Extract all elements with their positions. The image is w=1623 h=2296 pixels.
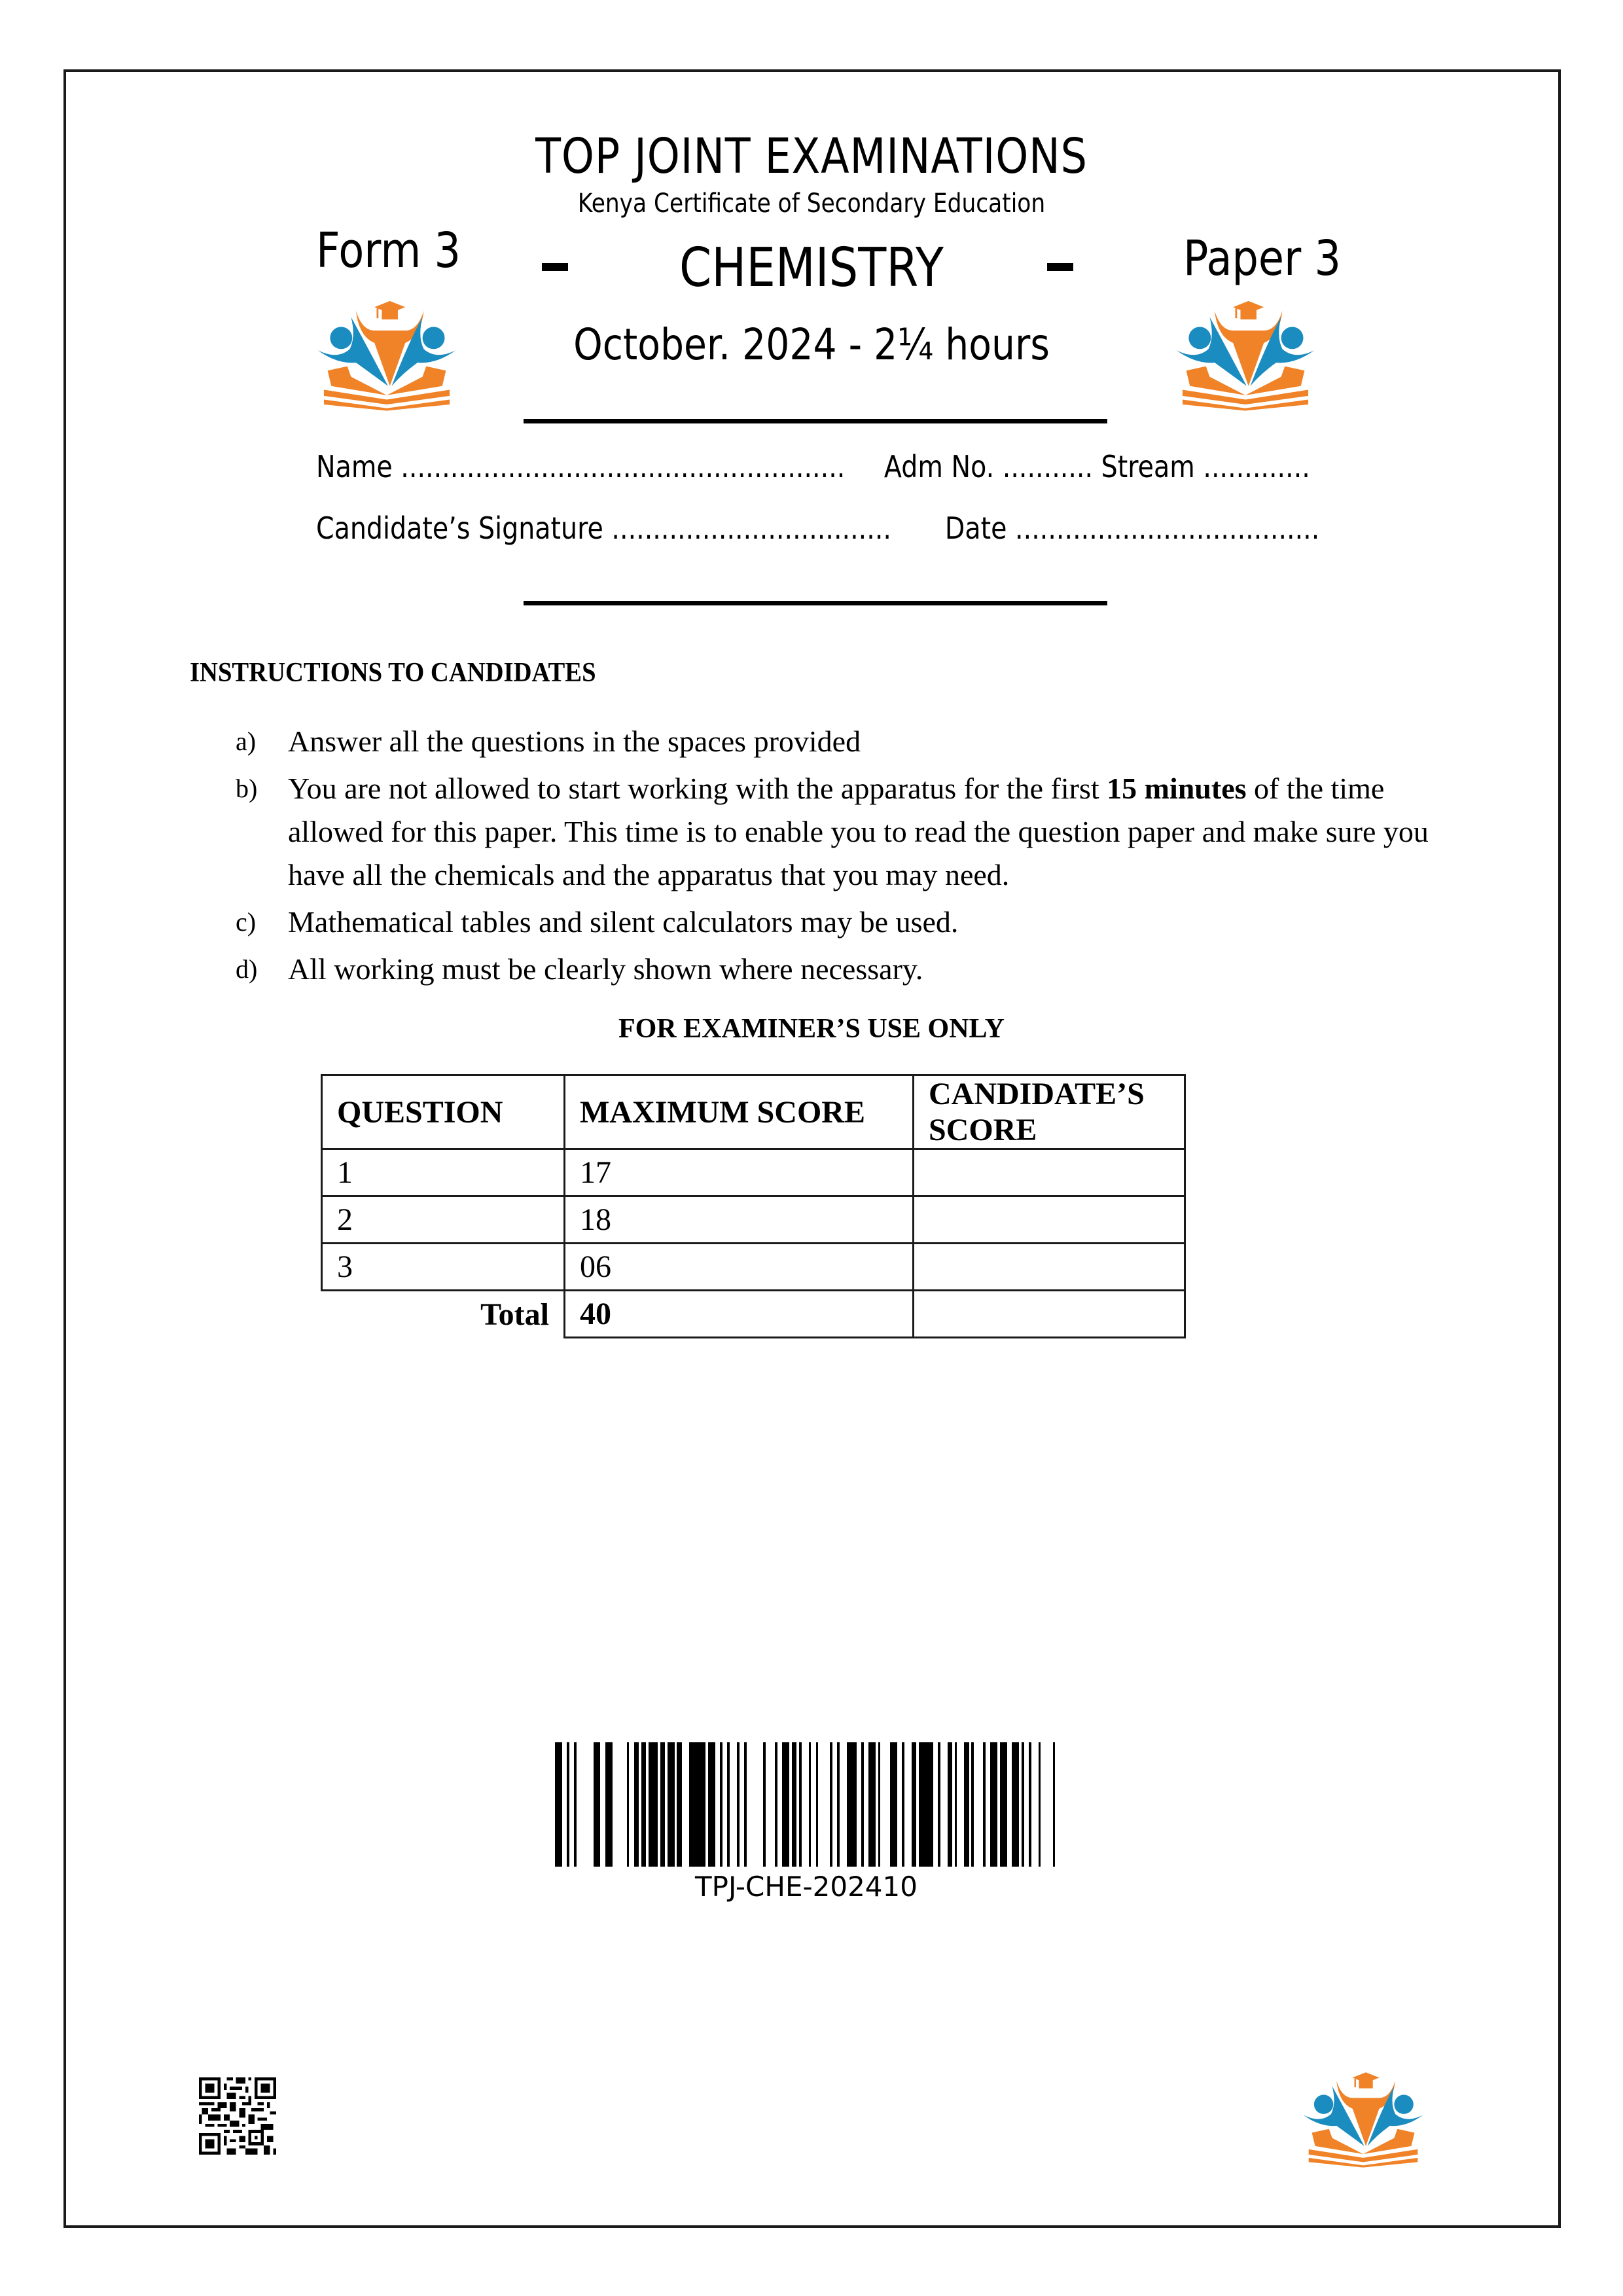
stream-label: Stream [1101, 449, 1195, 484]
max-score: 18 [565, 1196, 914, 1244]
candidate-score-cell[interactable] [914, 1149, 1185, 1196]
instruction-emphasis: 15 minutes [1107, 772, 1247, 805]
name-adm-stream-row [316, 449, 1310, 484]
question-number: 1 [322, 1149, 565, 1196]
instruction-marker: b) [236, 774, 258, 803]
examiner-table-title: FOR EXAMINER’S USE ONLY [618, 1014, 1005, 1044]
question-number: 2 [322, 1196, 565, 1244]
date-duration: October. 2024 - 2¼ hours [573, 319, 1050, 370]
adm-label: Adm No. [883, 449, 995, 484]
column-header-max-score: MAXIMUM SCORE [565, 1075, 914, 1149]
date-label: Date [944, 511, 1007, 546]
certificate-subtitle: Kenya Certificate of Secondary Education [577, 188, 1046, 219]
instruction-text: Answer all the questions in the spaces provided [288, 725, 861, 758]
table-row [322, 1149, 1185, 1196]
max-score: 06 [565, 1244, 914, 1291]
signature-date-row [316, 511, 1319, 546]
table-total-row [322, 1291, 1185, 1338]
total-max-score: 40 [565, 1291, 914, 1338]
examiner-score-table [321, 1074, 1186, 1338]
table-header-row [322, 1075, 1185, 1149]
instruction-marker: a) [236, 726, 257, 756]
signature-field[interactable]: .................................. [611, 511, 891, 546]
qr-code-icon [199, 2073, 276, 2159]
instructions-title: INSTRUCTIONS TO CANDIDATES [190, 658, 596, 688]
instruction-item [236, 948, 1440, 991]
header-rule-top [524, 419, 1107, 423]
instruction-text [288, 767, 1440, 897]
instruction-marker: d) [236, 954, 258, 984]
instructions-list [236, 720, 1440, 995]
name-field[interactable]: ...................................................... [401, 449, 846, 484]
instruction-text: All working must be clearly shown where necessary. [288, 952, 923, 986]
column-header-question: QUESTION [322, 1075, 565, 1149]
candidate-score-cell[interactable] [914, 1196, 1185, 1244]
question-number: 3 [322, 1244, 565, 1291]
education-logo-icon [1171, 293, 1319, 411]
adm-field[interactable]: ........... [1002, 449, 1094, 484]
table-row [322, 1244, 1185, 1291]
form-label: Form 3 [316, 223, 461, 279]
instruction-marker: c) [236, 907, 257, 937]
subject-title: CHEMISTRY [679, 237, 944, 299]
instruction-item [236, 767, 1440, 897]
barcode-code: TPJ-CHE-202410 [695, 1871, 918, 1903]
education-logo-icon [1299, 2065, 1427, 2168]
total-candidate-score-cell[interactable] [914, 1291, 1185, 1338]
name-label: Name [316, 449, 393, 484]
signature-label: Candidate’s Signature [316, 511, 603, 546]
education-logo-icon [313, 293, 461, 411]
date-field[interactable]: ..................................... [1015, 511, 1320, 546]
total-label: Total [322, 1291, 565, 1338]
max-score: 17 [565, 1149, 914, 1196]
header-rule-bottom [524, 601, 1107, 605]
candidate-score-cell[interactable] [914, 1244, 1185, 1291]
instruction-item [236, 720, 1440, 763]
instruction-text: Mathematical tables and silent calculators may be used. [288, 905, 959, 939]
dash-right [1047, 263, 1073, 271]
exam-body-title: TOP JOINT EXAMINATIONS [535, 128, 1088, 185]
stream-field[interactable]: ............. [1203, 449, 1310, 484]
paper-label: Paper 3 [1183, 230, 1341, 287]
barcode-icon [555, 1742, 1058, 1867]
instruction-item [236, 901, 1440, 944]
column-header-candidate-score: CANDIDATE’S SCORE [914, 1075, 1185, 1149]
instruction-text-part: You are not allowed to start working with the apparatus for the first [288, 772, 1107, 805]
instruction-text-part: of the time allowed for this paper. This time is to enable you to read the question paper and make sure you have all the chemicals and the apparatus that you may need. [288, 772, 1429, 891]
table-row [322, 1196, 1185, 1244]
